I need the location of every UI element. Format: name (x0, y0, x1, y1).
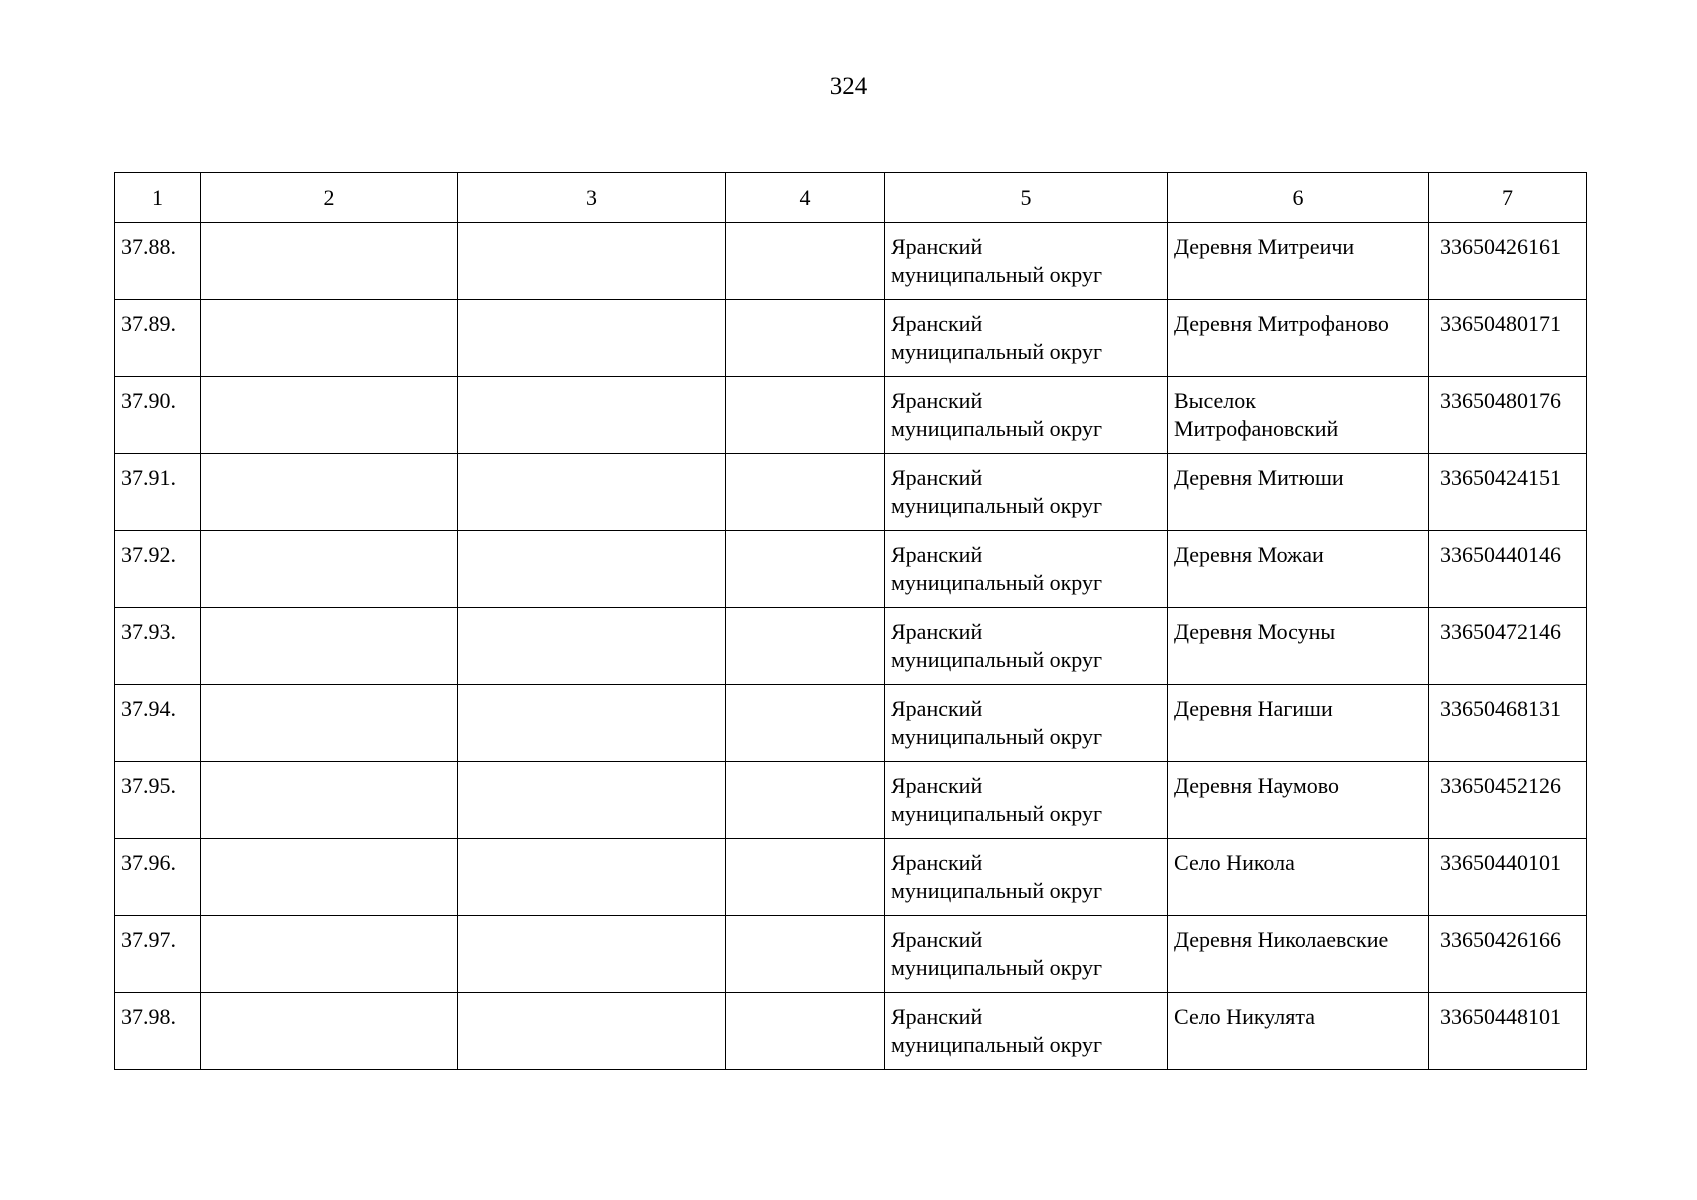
row-number-cell-text: 37.90. (121, 388, 176, 413)
column-header-7: 7 (1429, 173, 1587, 223)
oktmo-code-cell-text: 33650480171 (1440, 311, 1561, 336)
oktmo-code-cell-text: 33650480176 (1440, 388, 1561, 413)
district-cell (885, 531, 1168, 608)
settlement-cell (1168, 454, 1429, 531)
settlement-cell (1168, 916, 1429, 993)
table-row (115, 993, 1587, 1070)
column-2-cell (201, 377, 458, 454)
oktmo-code-cell (1429, 608, 1587, 685)
district-cell-text: Яранский муниципальный округ (891, 465, 1103, 518)
row-number-cell (115, 916, 201, 993)
column-4-cell (726, 762, 885, 839)
settlement-cell-text: Село Никола (1174, 850, 1295, 875)
oktmo-code-cell-text: 33650426166 (1440, 927, 1561, 952)
header-row (115, 173, 1587, 223)
settlement-cell-text: Деревня Митюши (1174, 465, 1344, 490)
district-cell (885, 916, 1168, 993)
column-2-cell (201, 993, 458, 1070)
row-number-cell (115, 685, 201, 762)
row-number-cell-text: 37.97. (121, 927, 176, 952)
settlement-cell-text: Деревня Мосуны (1174, 619, 1336, 644)
column-3-cell (458, 300, 726, 377)
district-cell-text: Яранский муниципальный округ (891, 234, 1103, 287)
oktmo-code-cell (1429, 300, 1587, 377)
column-2-cell (201, 223, 458, 300)
district-cell (885, 685, 1168, 762)
district-cell-text: Яранский муниципальный округ (891, 850, 1103, 903)
settlement-cell (1168, 993, 1429, 1070)
column-4-cell (726, 685, 885, 762)
oktmo-code-cell-text: 33650452126 (1440, 773, 1561, 798)
column-2-cell (201, 608, 458, 685)
settlement-cell (1168, 531, 1429, 608)
district-cell-text: Яранский муниципальный округ (891, 311, 1103, 364)
oktmo-code-cell-text: 33650448101 (1440, 1004, 1561, 1029)
table-row (115, 762, 1587, 839)
column-header-3: 3 (458, 173, 726, 223)
settlement-cell-text: Деревня Николаевские (1174, 927, 1389, 952)
column-3-cell (458, 839, 726, 916)
row-number-cell-text: 37.88. (121, 234, 176, 259)
table-row (115, 300, 1587, 377)
table-body (115, 223, 1587, 1070)
row-number-cell (115, 762, 201, 839)
district-cell-text: Яранский муниципальный округ (891, 696, 1103, 749)
column-2-cell (201, 839, 458, 916)
row-number-cell (115, 454, 201, 531)
oktmo-code-cell (1429, 993, 1587, 1070)
row-number-cell (115, 531, 201, 608)
column-4-cell (726, 916, 885, 993)
column-2-cell (201, 916, 458, 993)
district-cell-text: Яранский муниципальный округ (891, 388, 1103, 441)
registry-table (114, 172, 1587, 1070)
settlement-cell-text: Деревня Можаи (1174, 542, 1324, 567)
oktmo-code-cell (1429, 762, 1587, 839)
oktmo-code-cell-text: 33650426161 (1440, 234, 1561, 259)
oktmo-code-cell (1429, 454, 1587, 531)
table-row (115, 531, 1587, 608)
column-3-cell (458, 608, 726, 685)
column-2-cell (201, 531, 458, 608)
district-cell (885, 454, 1168, 531)
row-number-cell (115, 839, 201, 916)
column-4-cell (726, 300, 885, 377)
column-4-cell (726, 993, 885, 1070)
column-3-cell (458, 531, 726, 608)
column-4-cell (726, 454, 885, 531)
column-header-5: 5 (885, 173, 1168, 223)
column-4-cell (726, 223, 885, 300)
table-row (115, 916, 1587, 993)
table-row (115, 839, 1587, 916)
table-row (115, 377, 1587, 454)
table-row (115, 454, 1587, 531)
column-header-4: 4 (726, 173, 885, 223)
oktmo-code-cell-text: 33650424151 (1440, 465, 1561, 490)
oktmo-code-cell-text: 33650468131 (1440, 696, 1561, 721)
district-cell (885, 762, 1168, 839)
column-header-1: 1 (115, 173, 201, 223)
oktmo-code-cell-text: 33650472146 (1440, 619, 1561, 644)
oktmo-code-cell-text: 33650440101 (1440, 850, 1561, 875)
row-number-cell-text: 37.92. (121, 542, 176, 567)
district-cell (885, 608, 1168, 685)
column-3-cell (458, 993, 726, 1070)
district-cell (885, 839, 1168, 916)
settlement-cell-text: Деревня Митрофаново (1174, 311, 1389, 336)
district-cell-text: Яранский муниципальный округ (891, 619, 1103, 672)
settlement-cell-text: Деревня Митреичи (1174, 234, 1355, 259)
settlement-cell (1168, 377, 1429, 454)
column-header-2: 2 (201, 173, 458, 223)
row-number-cell (115, 608, 201, 685)
oktmo-code-cell (1429, 223, 1587, 300)
column-2-cell (201, 685, 458, 762)
settlement-cell (1168, 685, 1429, 762)
column-2-cell (201, 762, 458, 839)
row-number-cell-text: 37.91. (121, 465, 176, 490)
table-row (115, 685, 1587, 762)
column-3-cell (458, 916, 726, 993)
column-header-6: 6 (1168, 173, 1429, 223)
column-4-cell (726, 377, 885, 454)
settlement-cell (1168, 608, 1429, 685)
table-header (115, 173, 1587, 223)
district-cell (885, 377, 1168, 454)
district-cell-text: Яранский муниципальный округ (891, 1004, 1103, 1057)
row-number-cell-text: 37.95. (121, 773, 176, 798)
settlement-cell-text: Деревня Наумово (1174, 773, 1339, 798)
column-3-cell (458, 685, 726, 762)
district-cell (885, 993, 1168, 1070)
oktmo-code-cell (1429, 377, 1587, 454)
column-4-cell (726, 839, 885, 916)
oktmo-code-cell (1429, 531, 1587, 608)
settlement-cell (1168, 839, 1429, 916)
oktmo-code-cell (1429, 685, 1587, 762)
settlement-cell-text: Село Никулята (1174, 1004, 1316, 1029)
settlement-cell-text: Деревня Нагиши (1174, 696, 1333, 721)
column-3-cell (458, 454, 726, 531)
row-number-cell (115, 223, 201, 300)
row-number-cell-text: 37.98. (121, 1004, 176, 1029)
district-cell-text: Яранский муниципальный округ (891, 773, 1103, 826)
row-number-cell (115, 300, 201, 377)
column-4-cell (726, 608, 885, 685)
row-number-cell-text: 37.89. (121, 311, 176, 336)
settlement-cell (1168, 223, 1429, 300)
column-2-cell (201, 454, 458, 531)
row-number-cell (115, 993, 201, 1070)
column-2-cell (201, 300, 458, 377)
settlement-cell (1168, 762, 1429, 839)
page-number: 324 (829, 73, 868, 100)
oktmo-code-cell (1429, 916, 1587, 993)
settlement-cell-text: Выселок Митрофановский (1174, 388, 1339, 441)
district-cell-text: Яранский муниципальный округ (891, 542, 1103, 595)
table-row (115, 223, 1587, 300)
district-cell (885, 223, 1168, 300)
column-3-cell (458, 762, 726, 839)
district-cell-text: Яранский муниципальный округ (891, 927, 1103, 980)
table-row (115, 608, 1587, 685)
row-number-cell-text: 37.96. (121, 850, 176, 875)
row-number-cell-text: 37.93. (121, 619, 176, 644)
column-4-cell (726, 531, 885, 608)
row-number-cell (115, 377, 201, 454)
oktmo-code-cell (1429, 839, 1587, 916)
oktmo-code-cell-text: 33650440146 (1440, 542, 1561, 567)
column-3-cell (458, 223, 726, 300)
row-number-cell-text: 37.94. (121, 696, 176, 721)
column-3-cell (458, 377, 726, 454)
district-cell (885, 300, 1168, 377)
settlement-cell (1168, 300, 1429, 377)
